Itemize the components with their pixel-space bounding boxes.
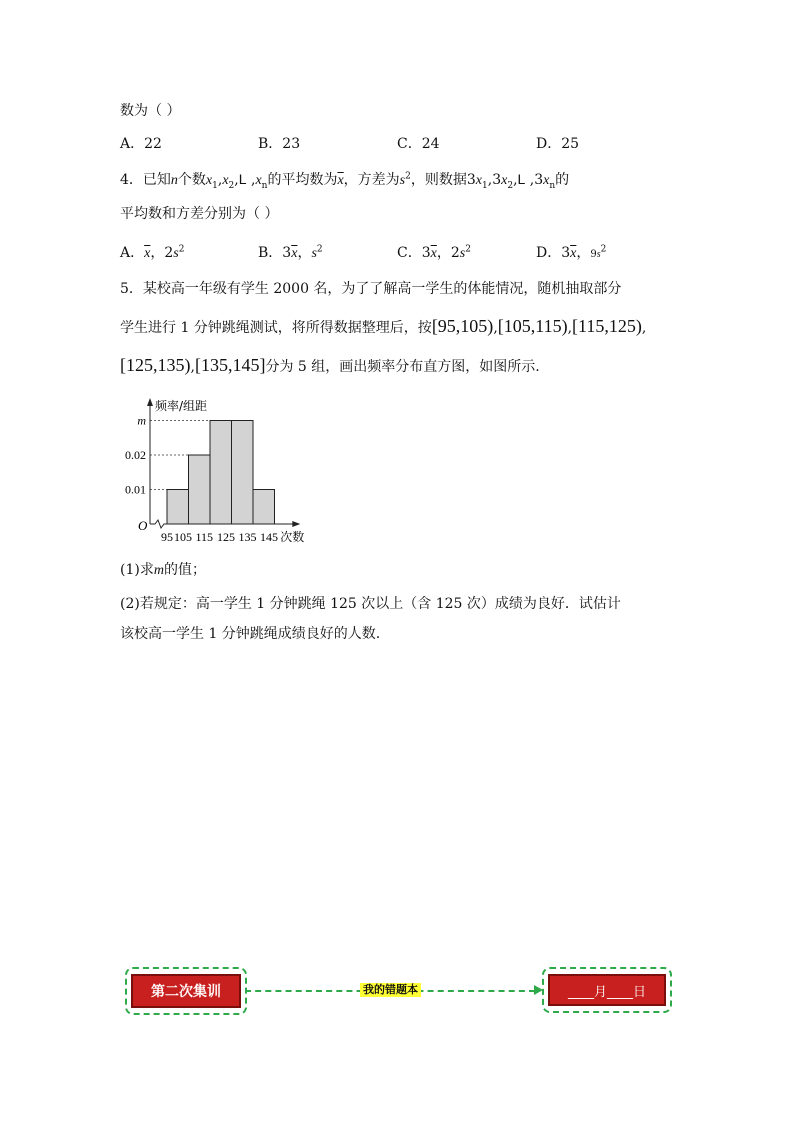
q3-option-c-label: C． <box>397 136 422 152</box>
q4-sub-n: n <box>549 180 556 191</box>
q5-interval-sep: , <box>641 320 647 336</box>
q4-option-a-two: 2 <box>164 245 174 261</box>
q4-three: 3 <box>534 172 544 188</box>
q3-option-b-label: B． <box>258 136 283 152</box>
x-tick-label: 135 <box>238 530 257 544</box>
histogram-bar <box>189 455 211 524</box>
q3-option-c-value: 24 <box>421 136 440 152</box>
x-tick-label: 105 <box>174 530 192 544</box>
q4-3x1: x <box>475 173 482 188</box>
q4-xbar: $\overline{x}$ <box>337 173 344 188</box>
q4-stem <box>120 169 569 191</box>
q4-number: 4． <box>120 172 143 188</box>
q4-option-b <box>258 243 323 264</box>
q5-sub-question-1 <box>120 560 206 581</box>
origin-label: O <box>138 518 148 533</box>
histogram-bars <box>167 421 275 525</box>
q4-option-d-s: s <box>596 249 601 260</box>
histogram-bar <box>253 490 275 525</box>
q4-3x2: x <box>501 173 508 188</box>
q5-line-2-text: 学生进行 1 分钟跳绳测试，将所得数据整理后，按 <box>120 320 432 336</box>
q4-option-b-xbar: $\overline{x}$ <box>291 246 298 261</box>
x-tick-label: 95 <box>161 530 173 544</box>
x-axis-title: 次数 <box>280 530 305 544</box>
y-tick-label: 0.02 <box>125 448 146 462</box>
q4-option-c-label: C． <box>397 245 422 261</box>
histogram-bar <box>210 421 232 525</box>
banner-middle-label: 我的错题本 <box>360 983 421 997</box>
q3-option-b-value: 23 <box>282 136 301 152</box>
q4-ellipsis: L <box>517 171 526 187</box>
q3-option-a <box>120 134 162 154</box>
banner-right-frame <box>542 967 672 1013</box>
q5-interval-2: [105,115) <box>497 316 568 336</box>
q4-sub-1: 1 <box>212 180 218 191</box>
q4-option-c-sq: 2 <box>465 244 471 255</box>
banner-right-label: ____月____日 <box>548 974 666 1006</box>
q4-option-d-nine: 9 <box>590 249 597 260</box>
q3-option-d-value: 25 <box>561 136 580 152</box>
q4-option-b-s: s <box>311 246 317 261</box>
q4-comma: , <box>217 172 223 188</box>
q4-text-6: 的 <box>555 172 570 188</box>
q4-sub-n: n <box>261 180 268 191</box>
q5-interval-sep: , <box>493 320 498 336</box>
histogram-bar <box>167 490 189 525</box>
q4-option-c-two: 2 <box>450 245 460 261</box>
q3-option-d <box>536 134 579 154</box>
q4-text-1: 已知 <box>142 172 171 188</box>
q4-3xn: x <box>543 173 550 188</box>
q4-sub-2: 2 <box>507 180 514 191</box>
q4-three: 3 <box>466 172 476 188</box>
q4-ellipsis: L <box>238 171 247 187</box>
q5-interval-4: [125,135) <box>120 355 191 375</box>
q5-sub1-text-b: 的值； <box>163 562 206 578</box>
q4-text-2: 个数 <box>177 172 206 188</box>
q5-interval-sep: , <box>190 359 195 375</box>
q4-option-d <box>536 243 606 265</box>
q4-option-b-label: B． <box>258 245 283 261</box>
q3-option-d-label: D． <box>536 136 562 152</box>
q4-stem-line2: 平均数和方差分别为（ ） <box>120 206 279 222</box>
q5-line-1: 5．某校高一年级有学生 2000 名，为了了解高一学生的体能情况，随机抽取部分 <box>120 281 622 297</box>
x-tick-label: 125 <box>217 530 235 544</box>
q4-option-sep: ， <box>297 245 312 261</box>
q5-line-3 <box>120 355 540 377</box>
q4-option-d-sq: 2 <box>600 244 607 255</box>
q4-option-d-label: D． <box>536 245 562 261</box>
q4-sub-2: 2 <box>228 180 235 191</box>
q4-text-3: 的平均数为 <box>267 172 338 188</box>
q4-three: 3 <box>492 172 502 188</box>
q5-interval-1: [95,105) <box>431 316 494 336</box>
y-tick-label: 0.01 <box>125 482 146 497</box>
q4-var-s: s <box>399 173 406 188</box>
banner-left-label: 第二次集训 <box>131 974 241 1008</box>
banner-left-frame <box>125 967 247 1015</box>
q4-option-b-sq: 2 <box>316 244 323 255</box>
q4-option-a-sq: 2 <box>178 244 185 255</box>
q5-sub1-var-m: m <box>153 563 164 578</box>
q5-interval-sep: , <box>567 320 573 336</box>
q4-option-c <box>397 243 471 264</box>
q4-var-n: n <box>170 173 178 188</box>
q4-comma: , <box>234 172 239 188</box>
q4-comma: , <box>529 172 535 188</box>
q4-option-c-s: s <box>459 246 466 261</box>
q3-option-a-value: 22 <box>144 136 162 152</box>
q5-line-2 <box>120 316 646 338</box>
q4-option-c-three: 3 <box>421 245 431 261</box>
q4-comma: , <box>487 172 493 188</box>
histogram-bar <box>232 421 254 525</box>
q5-interval-5: [135,145] <box>194 355 266 375</box>
q3-option-a-label: A． <box>120 136 145 152</box>
q4-option-d-three: 3 <box>561 245 571 261</box>
q4-xn: x <box>255 173 262 188</box>
frequency-histogram <box>112 392 332 550</box>
y-axis-arrow-icon <box>147 398 153 406</box>
x-tick-label: 145 <box>260 530 278 544</box>
q3-tail: 数为（ ） <box>120 103 181 119</box>
q5-interval-3: [115,125) <box>572 316 642 336</box>
q4-text-5: ，则数据 <box>410 172 467 188</box>
q4-text-4: ，方差为 <box>343 172 400 188</box>
q4-option-d-xbar: $\overline{x}$ <box>570 246 577 261</box>
q4-option-a-xbar: $\overline{x}$ <box>144 246 151 261</box>
q4-option-a <box>120 243 184 264</box>
q5-line-3-text: 分为 5 组，画出频率分布直方图，如图所示. <box>265 359 540 375</box>
x-axis-arrow-icon <box>292 521 300 527</box>
q4-option-sep: ， <box>436 245 451 261</box>
q4-option-sep: ， <box>150 245 165 261</box>
q4-x2: x <box>222 173 229 188</box>
q3-option-c <box>397 134 440 154</box>
q4-option-c-xbar: $\overline{x}$ <box>430 246 437 261</box>
q4-option-b-three: 3 <box>282 245 292 261</box>
y-tick-label: m <box>137 413 146 428</box>
q4-option-a-label: A． <box>120 245 145 261</box>
q4-sub-1: 1 <box>482 180 488 191</box>
q4-sup-2: 2 <box>405 171 411 182</box>
q3-option-b <box>258 134 300 154</box>
q5-sub1-text-a: (1)求 <box>120 562 154 578</box>
y-axis-title: 频率/组距 <box>155 399 208 413</box>
q5-sub-question-2-line-1: (2)若规定：高一学生 1 分钟跳绳 125 次以上（含 125 次）成绩为良好．试估计 <box>120 596 621 612</box>
q4-option-sep: ， <box>576 245 591 261</box>
q4-option-a-s: s <box>173 246 179 261</box>
q5-sub-question-2-line-2: 该校高一学生 1 分钟跳绳成绩良好的人数. <box>120 626 381 642</box>
q4-comma: , <box>250 172 256 188</box>
q4-x1: x <box>205 173 213 188</box>
x-tick-label: 115 <box>195 530 214 544</box>
q4-comma: , <box>513 172 518 188</box>
